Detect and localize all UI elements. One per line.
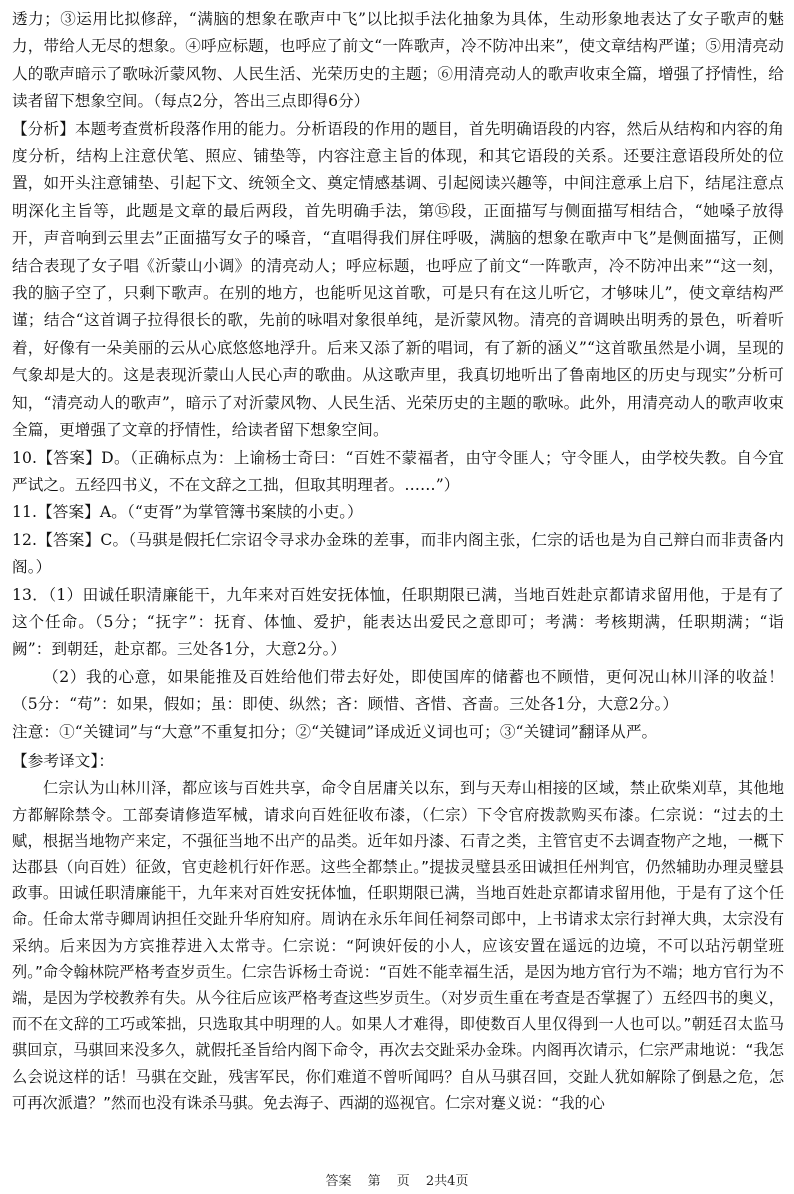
analysis-paragraph: 【分析】本题考查赏析段落作用的能力。分析语段的作用的题目，首先明确语段的内容，然后从结构和内容的角度分析，结构上注意伏笔、照应、铺垫等，内容注意主旨的体现，和其它语段的关系。还要注意语段所处的位置，如开头注意铺垫、引起下文、统领全文、奠定情感基调、引起阅读兴趣等，中间注意承上启下，结尾注意点明深化主旨等，此题是文章的最后两段，首先明确手法，第⑮段，正面描写与侧面描写相结合，“她嗓子放得开，声音响到云里去”正面描写女子的嗓音，“直唱得我们屏住呼吸，满脑的想象在歌声中飞”是侧面描写，正侧结合表现了女子唱《沂蒙山小调》的清亮动人；呼应标题，也呼应了前文“一阵歌声，冷不防冲出来”“这一刻，我的脑子空了，只剩下歌声。在别的地方，也能听见这首歌，可是只有在这儿听它，才够味儿”，使文章结构严谨；结合“这首调子拉得很长的歌，先前的咏唱对象很单纯，是沂蒙风物。清亮的音调映出明秀的景色，听着听着，好像有一朵美丽的云从心底悠悠地浮升。后来又添了新的唱词，有了新的涵义”“这首歌虽然是小调，呈现的气象却是大的。这是表现沂蒙山人民心声的歌曲。从这歌声里，我真切地听出了鲁南地区的历史与现实”分析可知，“清亮动人的歌声”，暗示了对沂蒙风物、人民生活、光荣历史的主题的歌咏。此外，用清亮动人的歌声收束全篇，更增强了文章的抒情性，给读者留下想象空间。 [12, 119, 784, 440]
answer-continuation-paragraph: 透力；③运用比拟修辞，“满脑的想象在歌声中飞”以比拟手法化抽象为具体，生动形象地表达了女子歌声的魅力，带给人无尽的想象。④呼应标题，也呼应了前文“一阵歌声，冷不防冲出来”，使文章结构严谨；⑤用清亮动人的歌声暗示了歌咏沂蒙风物、人民生活、光荣历史的主题；⑥用清亮动人的歌声收束全篇，增强了抒情性，给读者留下想象空间。（每点2分，答出三点即得6分） [12, 10, 784, 111]
reference-translation-text: 仁宗认为山林川泽，都应该与百姓共享，命令自居庸关以东，到与天寿山相接的区域，禁止砍柴刈草，其他地方都解除禁令。工部奏请修造军械，请求向百姓征收布漆，（仁宗）下令官府拨款购买布漆。仁宗说：“过去的土赋，根据当地物产来定，不强征当地不出产的品类。近年如丹漆、石青之类，主管官吏不去调查物产之地，一概下达郡县（向百姓）征敛，官吏趁机行奸作恶。这些全都禁止。”提拔灵璧县丞田诚担任州判官，仍然辅助办理灵璧县政事。田诚任职清廉能干，九年来对百姓安抚体恤，任职期限已满，当地百姓赴京都请求留用他，于是有了这个任命。任命太常寺卿周讷担任交趾升华府知府。周讷在永乐年间任祠祭司郎中，上书请求太宗行封禅大典，太宗没有采纳。后来因为方宾推荐进入太常寺。仁宗说：“阿谀奸佞的小人，应该安置在遥远的边境，不可以玷污朝堂班列。”命令翰林院严格考查岁贡生。仁宗告诉杨士奇说：“百姓不能幸福生活，是因为地方官行为不端；地方官行为不端，是因为学校教养有失。从今往后应该严格考查这些岁贡生。（对岁贡生重在考查是否掌握了）五经四书的奥义，而不在文辞的工巧或笨拙，只选取其中明理的人。如果人才难得，即使数百人里仅得到一人也可以。”朝廷召太监马骐回京，马骐回来没多久，就假托圣旨给内阁下命令，再次去交趾采办金珠。内阁再次请示，仁宗严肃地说：“我怎么会说这样的话！马骐在交趾，残害军民，你们难道不曾听闻吗？自从马骐召回，交趾人犹如解除了倒悬之危，怎可再次派遣？”然而也没有诛杀马骐。免去海子、西湖的巡视官。仁宗对蹇义说：“我的心 [12, 779, 784, 1112]
answer-q13-part2: （2）我的心意，如果能推及百姓给他们带去好处，即使国库的储蓄也不顾惜，更何况山林川泽的收益！（5分：“苟”：如果，假如；虽：即使、纵然；吝：顾惜、吝惜、吝啬。三处各1分，大意2分。） [12, 667, 784, 714]
grading-note: 注意：①“关键词”与“大意”不重复扣分；②“关键词”译成近义词也可；③“关键词”翻译从严。 [12, 722, 658, 741]
reference-translation-heading: 【参考译文】： [12, 751, 115, 770]
page-footer: 答案 第 页 2共4页 [325, 1174, 469, 1189]
answer-page [12, 6, 784, 1116]
answer-q12: 12.【答案】C。（马骐是假托仁宗诏令寻求办金珠的差事，而非内阁主张，仁宗的话也是为自己辩白而非责备内阁。） [12, 530, 784, 577]
answer-q11: 11.【答案】A。（“吏胥”为掌管簿书案牍的小吏。） [12, 503, 363, 522]
answer-q13-part1: 13．（1）田诚任职清廉能干，九年来对百姓安抚体恤，任职期限已满，当地百姓赴京都请求留用他，于是有了这个任命。（5分；“抚字”：抚育、体恤、爱护，能表达出爱民之意即可；考满：考核期满，任职期满；“诣阙”：到朝廷，赴京都。三处各1分，大意2分。） [12, 585, 784, 659]
answer-q10: 10.【答案】D。（正确标点为：上谕杨士奇曰：“百姓不蒙福者，由守令匪人；守令匪人，由学校失教。自今宜严试之。五经四书义，不在文辞之工拙，但取其明理者。……”） [12, 448, 784, 494]
